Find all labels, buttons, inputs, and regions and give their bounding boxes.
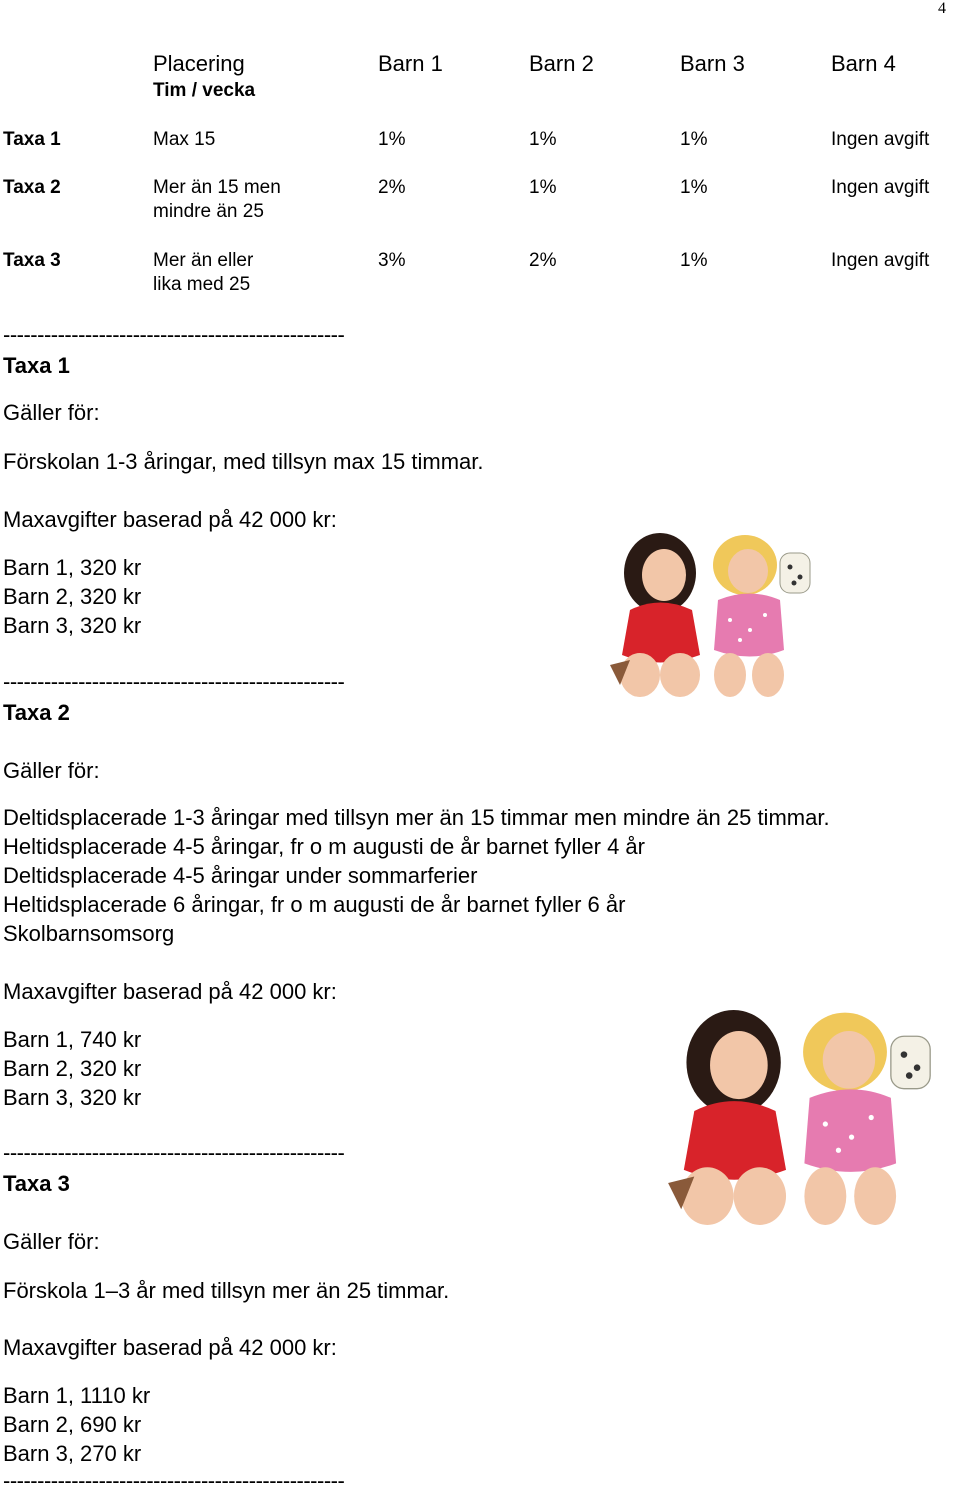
two-children-illustration [655, 990, 959, 1245]
separator: -------------------------------------------------- [3, 1468, 345, 1493]
galler-for-label: Gäller för: [3, 400, 100, 425]
header-barn3: Barn 3 [680, 51, 745, 76]
separator: -------------------------------------------------- [3, 669, 345, 694]
row3-barn2: 2% [529, 250, 557, 271]
fee-barn2: Barn 2, 690 kr [3, 1412, 142, 1437]
section-title-taxa3: Taxa 3 [3, 1171, 70, 1196]
fee-barn3: Barn 3, 320 kr [3, 1085, 142, 1110]
row2-placering-line2: mindre än 25 [153, 201, 264, 222]
fee-barn1: Barn 1, 740 kr [3, 1027, 142, 1052]
fee-barn3: Barn 3, 320 kr [3, 613, 142, 638]
applies-line: Förskolan 1-3 åringar, med tillsyn max 15 timmar. [3, 449, 484, 474]
section-title-taxa1: Taxa 1 [3, 353, 70, 378]
header-barn2: Barn 2 [529, 51, 594, 76]
header-placering: Placering [153, 51, 245, 76]
two-children-illustration [600, 525, 832, 705]
row1-barn2: 1% [529, 129, 557, 150]
header-barn4: Barn 4 [831, 51, 896, 76]
header-tim-vecka: Tim / vecka [153, 80, 256, 101]
fee-barn2: Barn 2, 320 kr [3, 584, 142, 609]
applies-line: Deltidsplacerade 4-5 åringar under sommarferier [3, 863, 478, 888]
row2-barn1: 2% [378, 177, 406, 198]
fee-barn1: Barn 1, 1110 kr [3, 1383, 151, 1408]
galler-for-label: Gäller för: [3, 758, 100, 783]
row1-barn4: Ingen avgift [831, 129, 930, 150]
section-title-taxa2: Taxa 2 [3, 700, 70, 725]
row-label-taxa2: Taxa 2 [3, 177, 61, 198]
row2-placering-line1: Mer än 15 men [153, 177, 281, 198]
fee-barn3: Barn 3, 270 kr [3, 1441, 142, 1466]
row2-barn4: Ingen avgift [831, 177, 930, 198]
row-label-taxa1: Taxa 1 [3, 129, 61, 150]
separator: -------------------------------------------------- [3, 1140, 345, 1165]
row3-placering-line1: Mer än eller [153, 250, 254, 271]
applies-line: Heltidsplacerade 4-5 åringar, fr o m augusti de år barnet fyller 4 år [3, 834, 645, 859]
row1-barn1: 1% [378, 129, 406, 150]
row3-barn3: 1% [680, 250, 708, 271]
separator: -------------------------------------------------- [3, 322, 345, 347]
galler-for-label: Gäller för: [3, 1229, 100, 1254]
maxavgift-label: Maxavgifter baserad på 42 000 kr: [3, 1335, 337, 1360]
row3-placering-line2: lika med 25 [153, 274, 251, 295]
row1-placering: Max 15 [153, 129, 216, 150]
maxavgift-label: Maxavgifter baserad på 42 000 kr: [3, 507, 337, 532]
applies-line: Skolbarnsomsorg [3, 921, 175, 946]
row3-barn1: 3% [378, 250, 406, 271]
fee-barn1: Barn 1, 320 kr [3, 555, 142, 580]
row1-barn3: 1% [680, 129, 708, 150]
fee-barn2: Barn 2, 320 kr [3, 1056, 142, 1081]
row3-barn4: Ingen avgift [831, 250, 930, 271]
applies-line: Deltidsplacerade 1-3 åringar med tillsyn mer än 15 timmar men mindre än 25 timmar. [3, 805, 830, 830]
applies-line: Förskola 1–3 år med tillsyn mer än 25 timmar. [3, 1278, 450, 1303]
applies-line: Heltidsplacerade 6 åringar, fr o m augusti de år barnet fyller 6 år [3, 892, 626, 917]
row2-barn3: 1% [680, 177, 708, 198]
maxavgift-label: Maxavgifter baserad på 42 000 kr: [3, 979, 337, 1004]
row2-barn2: 1% [529, 177, 557, 198]
row-label-taxa3: Taxa 3 [3, 250, 61, 271]
page-number: 4 [938, 0, 946, 17]
header-barn1: Barn 1 [378, 51, 443, 76]
